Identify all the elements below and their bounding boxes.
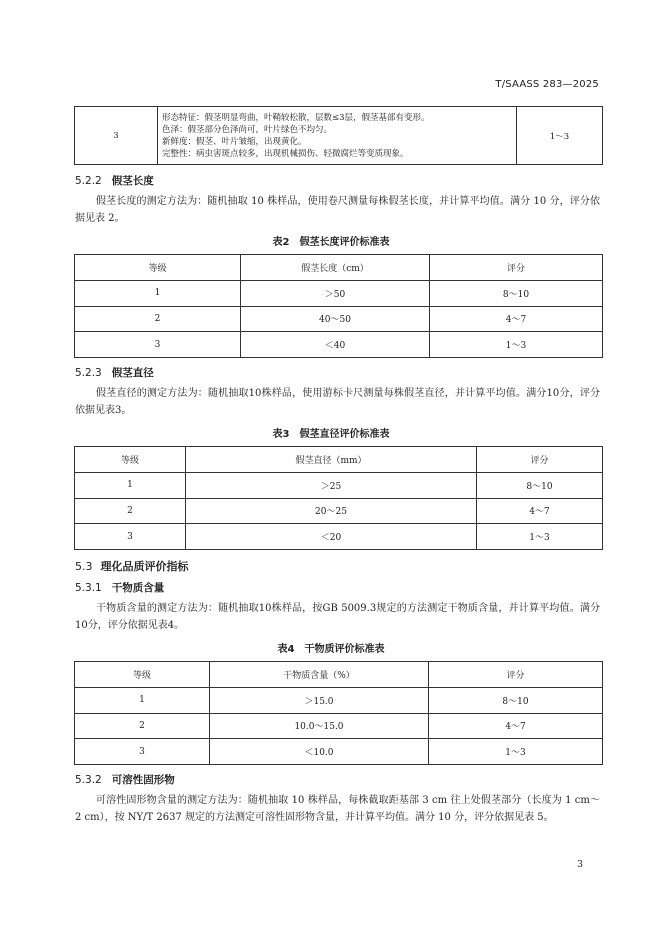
table-2 <box>74 254 603 358</box>
section-heading <box>75 173 154 188</box>
table-cell: ＜20 <box>186 524 477 550</box>
table-cell: 8～10 <box>477 472 603 498</box>
table-cell: 10.0～15.0 <box>210 713 429 739</box>
table-cell: 1～3 <box>430 332 603 358</box>
column-header: 假茎长度（cm） <box>241 255 430 281</box>
section-number: 5.2.2 <box>75 175 102 187</box>
column-header: 干物质含量（%） <box>210 662 429 688</box>
table-row <box>75 713 603 739</box>
table-3 <box>74 446 603 550</box>
table-1-continued <box>74 106 603 165</box>
column-header: 评分 <box>430 255 603 281</box>
table-row <box>75 472 603 498</box>
table-cell: 2 <box>75 713 210 739</box>
desc-line: 新鲜度：假茎、叶片皱缩，出现黄化。 <box>162 136 307 147</box>
table-row <box>75 498 603 524</box>
table-row <box>75 739 603 765</box>
table-cell: 3 <box>75 739 210 765</box>
section-heading <box>75 365 154 380</box>
table-row <box>75 107 603 165</box>
table-cell: 8～10 <box>429 687 603 713</box>
column-header: 等级 <box>75 255 241 281</box>
table-cell: 20～25 <box>186 498 477 524</box>
table-cell: 3 <box>75 332 241 358</box>
table-cell: 2 <box>75 498 186 524</box>
document-id: T/SAASS 283—2025 <box>495 79 599 90</box>
section-title: 干物质含量 <box>111 582 165 594</box>
column-header: 假茎直径（mm） <box>186 447 477 473</box>
section-title: 理化品质评价指标 <box>100 560 189 573</box>
score-cell: 1～3 <box>517 107 603 165</box>
table-cell: 1～3 <box>429 739 603 765</box>
table-cell: ＞50 <box>241 280 430 306</box>
table-caption: 表4 干物质评价标准表 <box>277 644 385 655</box>
table-cell: 3 <box>75 524 186 550</box>
table-cell: 8～10 <box>430 280 603 306</box>
table-cell: 4～7 <box>477 498 603 524</box>
paragraph: 假茎直径的测定方法为：随机抽取10株样品，使用游标卡尺测量每株假茎直径，并计算平均值。满分10分，评分依据见表3。 <box>75 388 600 416</box>
section-number: 5.3 <box>75 560 93 573</box>
section-title: 假茎长度 <box>111 175 154 187</box>
table-cell: 2 <box>75 306 241 332</box>
section-heading <box>75 772 175 787</box>
table-header-row <box>75 255 603 281</box>
table-cell: 1 <box>75 472 186 498</box>
paragraph: 可溶性固形物含量的测定方法为：随机抽取 10 株样品，每株截取距基部 3 cm 往上处假茎部分（长度为 1 cm～2 cm），按 NY/T 2637 规定的方法测定可溶性固形物含量，并计算平均值。满分 10 分，评分依据见表 5。 <box>75 795 600 823</box>
table-header-row <box>75 447 603 473</box>
table-row <box>75 524 603 550</box>
paragraph: 干物质含量的测定方法为：随机抽取10株样品，按GB 5009.3规定的方法测定干物质含量，并计算平均值。满分10分，评分依据见表4。 <box>75 603 600 631</box>
table-caption: 表3 假茎直径评价标准表 <box>272 429 390 440</box>
paragraph: 假茎长度的测定方法为：随机抽取 10 株样品，使用卷尺测量每株假茎长度，并计算平均值。满分 10 分，评分依据见表 2。 <box>75 196 600 224</box>
column-header: 等级 <box>75 447 186 473</box>
column-header: 评分 <box>429 662 603 688</box>
section-number: 5.3.1 <box>75 582 102 594</box>
section-heading <box>75 580 164 595</box>
desc-line: 完整性：病虫害斑点较多，出现机械损伤、轻微腐烂等变质现象。 <box>162 148 409 159</box>
table-cell: 1 <box>75 687 210 713</box>
table-caption: 表2 假茎长度评价标准表 <box>272 237 390 248</box>
table-cell: 4～7 <box>430 306 603 332</box>
table-row <box>75 306 603 332</box>
section-number: 5.3.2 <box>75 774 102 786</box>
table-cell: 1 <box>75 280 241 306</box>
page-number: 3 <box>576 859 583 870</box>
section-title: 可溶性固形物 <box>111 774 175 786</box>
table-header-row <box>75 662 603 688</box>
column-header: 评分 <box>477 447 603 473</box>
table-row <box>75 687 603 713</box>
section-number: 5.2.3 <box>75 367 102 379</box>
section-heading <box>75 558 189 574</box>
table-cell: ＜40 <box>241 332 430 358</box>
table-row <box>75 280 603 306</box>
column-header: 等级 <box>75 662 210 688</box>
description-cell <box>158 107 517 165</box>
table-cell: 40～50 <box>241 306 430 332</box>
table-cell: ＞25 <box>186 472 477 498</box>
table-cell: ＞15.0 <box>210 687 429 713</box>
table-row <box>75 332 603 358</box>
table-cell: ＜10.0 <box>210 739 429 765</box>
section-title: 假茎直径 <box>111 367 154 379</box>
desc-line: 形态特征：假茎明显弯曲，叶鞘较松散，层数≤3层，假茎基部有变形。 <box>162 112 430 123</box>
table-4 <box>74 661 603 765</box>
desc-line: 色泽：假茎部分色泽尚可，叶片绿色不均匀。 <box>162 124 333 135</box>
table-cell: 1～3 <box>477 524 603 550</box>
table-cell: 4～7 <box>429 713 603 739</box>
grade-cell: 3 <box>75 107 158 165</box>
